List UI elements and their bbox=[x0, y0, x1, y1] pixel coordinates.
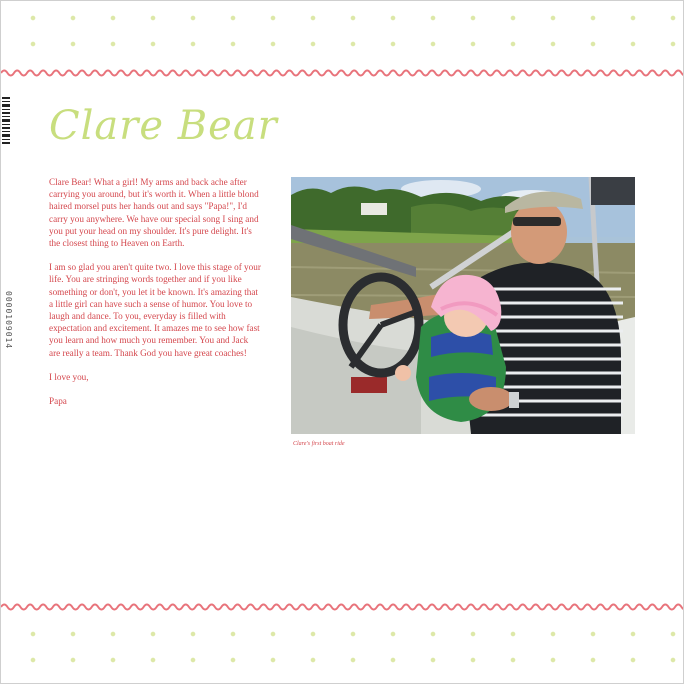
story-signature: Papa bbox=[49, 396, 67, 407]
page-id-number: 0000109014 bbox=[4, 291, 13, 350]
story-paragraph: Clare Bear! What a girl! My arms and back ache after carrying you around, but it's worth it. When a little blond haired morsel puts her hands out and says "Papa!", I'd carry you anywhere. We have our special song I sing and you put your head on my shoulder. It's pure delight. It's the closest thing to Heaven on Earth. bbox=[49, 177, 259, 249]
page-title: Clare Bear bbox=[49, 103, 278, 149]
photo-illustration bbox=[291, 177, 635, 434]
photo-caption: Clare's first boat ride bbox=[293, 441, 345, 447]
polka-dot-band-bottom bbox=[1, 613, 683, 683]
photo-boat-ride bbox=[291, 177, 635, 434]
story-paragraph: I am so glad you aren't quite two. I love this stage of your life. You are stringing words together and if you like something or don't, you let it be known. It's amazing that a little girl can have such a sense of humor. You love to laugh and dance. To you, everyday is filled with expectation and excitement. It amazes me to see how fast you learn and how much you remember. You and Jack are really a team. Thank God you have great coaches! bbox=[49, 262, 261, 358]
story-text bbox=[49, 176, 261, 419]
barcode-icon bbox=[2, 97, 10, 145]
polka-dot-band-top bbox=[1, 1, 683, 67]
wavy-border-top bbox=[1, 67, 683, 79]
wavy-border-bottom bbox=[1, 601, 683, 613]
story-closing: I love you, bbox=[49, 371, 89, 382]
